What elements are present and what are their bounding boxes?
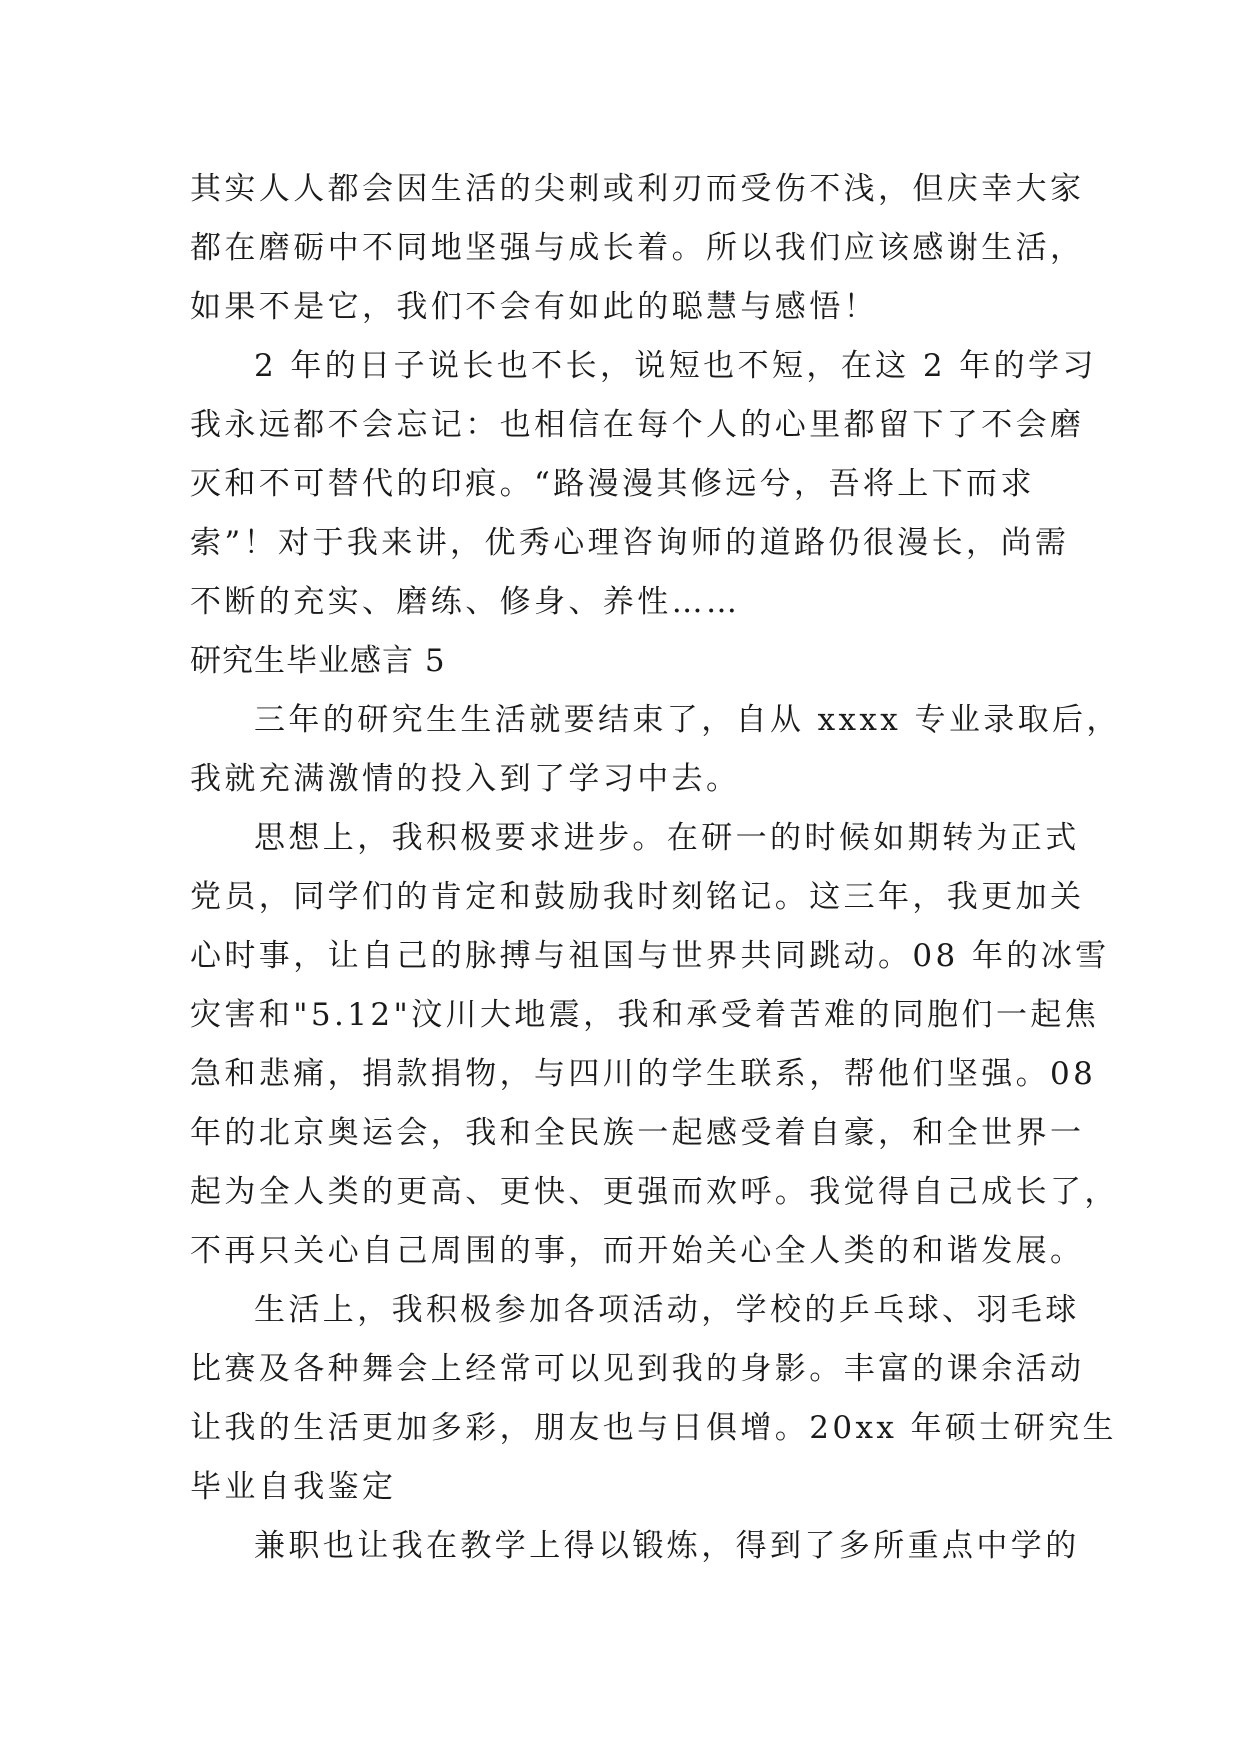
text-line: 索”！对于我来讲，优秀心理咨询师的道路仍很漫长，尚需 [190,525,1070,561]
text-line: 急和悲痛，捐款捐物，与四川的学生联系，帮他们坚强。08 [190,1056,1097,1092]
text-line: 灾害和"5.12"汶川大地震，我和承受着苦难的同胞们一起焦 [190,997,1100,1033]
text-line: 比赛及各种舞会上经常可以见到我的身影。丰富的课余活动 [190,1351,1085,1387]
text-line: 让我的生活更加多彩，朋友也与日俱增。20xx 年硕士研究生 [190,1410,1117,1446]
paragraph-start-line: 兼职也让我在教学上得以锻炼，得到了多所重点中学的 [254,1528,1080,1564]
text-line: 年的北京奥运会，我和全民族一起感受着自豪，和全世界一 [190,1115,1085,1151]
text-line: 心时事，让自己的脉搏与祖国与世界共同跳动。08 年的冰雪 [190,938,1110,974]
text-line: 党员，同学们的肯定和鼓励我时刻铭记。这三年，我更加关 [190,879,1085,915]
text-line: 不断的充实、磨练、修身、养性…… [190,584,741,620]
text-line: 起为全人类的更高、更快、更强而欢呼。我觉得自己成长了， [190,1174,1119,1210]
text-line: 我永远都不会忘记：也相信在每个人的心里都留下了不会磨 [190,407,1085,443]
paragraph-start-line: 生活上，我积极参加各项活动，学校的乒乓球、羽毛球 [254,1292,1080,1328]
text-line: 都在磨砺中不同地坚强与成长着。所以我们应该感谢生活， [190,230,1085,266]
paragraph-start-line: 思想上，我积极要求进步。在研一的时候如期转为正式 [254,820,1080,856]
text-line: 灭和不可替代的印痕。“路漫漫其修远兮，吾将上下而求 [190,466,1035,502]
text-line: 其实人人都会因生活的尖刺或利刃而受伤不浅，但庆幸大家 [190,171,1085,207]
document-body [190,160,1121,1576]
paragraph-start-line: 三年的研究生生活就要结束了，自从 xxxx 专业录取后， [254,702,1121,738]
text-line: 毕业自我鉴定 [190,1469,397,1505]
text-line: 我就充满激情的投入到了学习中去。 [190,761,741,797]
section-heading: 研究生毕业感言 5 [190,643,446,679]
paragraph-start-line: 2 年的日子说长也不长，说短也不短，在这 2 年的学习 [254,348,1097,384]
text-line: 如果不是它，我们不会有如此的聪慧与感悟！ [190,289,878,325]
text-line: 不再只关心自己周围的事，而开始关心全人类的和谐发展。 [190,1233,1085,1269]
